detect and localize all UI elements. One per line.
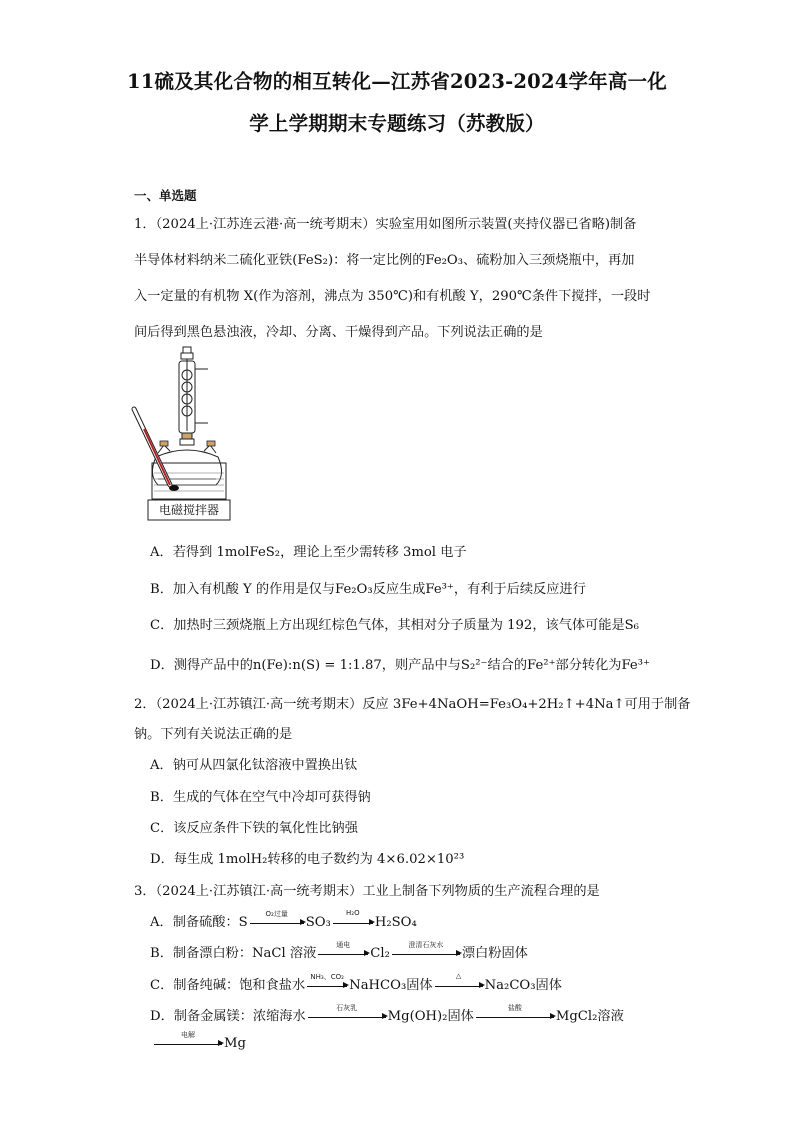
- q2-option-d: D．每生成 1molH₂转移的电子数约为 4×6.02×10²³: [150, 852, 465, 867]
- q3-d-arrow2-label: 盐酸: [507, 1004, 522, 1012]
- q3-c-arrow1-label: NH₃、CO₂: [310, 973, 344, 981]
- reaction-arrow: [392, 941, 460, 955]
- reaction-arrow: [308, 1004, 386, 1018]
- q2-stem-line2: 钠。下列有关说法正确的是: [134, 727, 293, 742]
- q3-b-prefix: B．制备漂白粉：NaCl 溶液: [150, 946, 317, 961]
- document-title-line1: 11硫及其化合物的相互转化—江苏省2023-2024学年高一化: [127, 70, 667, 93]
- q3-a-product1: SO₃: [305, 915, 331, 930]
- q3-b-product1: Cl₂: [370, 946, 390, 961]
- reaction-arrow: [307, 973, 347, 987]
- q3-d-product2: MgCl₂溶液: [555, 1009, 624, 1024]
- reaction-arrow: [318, 941, 368, 955]
- q2-option-c: C．该反应条件下铁的氧化性比钠强: [150, 821, 358, 836]
- q3-a-arrow2-label: H₂O: [346, 909, 360, 917]
- q3-d-prefix: D．制备金属镁：浓缩海水: [150, 1009, 306, 1024]
- q3-a-arrow1-label: O₂过量: [265, 910, 288, 918]
- reaction-arrow: [333, 909, 373, 924]
- q1-option-a: A．若得到 1molFeS₂，理论上至少需转移 3mol 电子: [150, 545, 467, 560]
- q1-stem-line3: 入一定量的有机物 X(作为溶剂，沸点为 350℃)和有机酸 Y，290℃条件下搅拌，一段时: [134, 289, 651, 304]
- q1-option-b: B．加入有机酸 Y 的作用是仅与Fe₂O₃反应生成Fe³⁺，有利于后续反应进行: [150, 582, 586, 597]
- q3-d-product1: Mg(OH)₂固体: [387, 1009, 474, 1024]
- q3-c-prefix: C．制备纯碱：饱和食盐水: [150, 978, 306, 993]
- reaction-arrow: [250, 910, 304, 924]
- q1-stem-line1: 1．（2024上·江苏连云港·高一统考期末）实验室用如图所示装置(夹持仪器已省略)制备: [134, 217, 637, 232]
- q3-a-prefix: A．制备硫酸：S: [150, 915, 248, 930]
- q2-option-b: B．生成的气体在空气中冷却可获得钠: [150, 790, 371, 805]
- q3-d-arrow1-label: 石灰乳: [336, 1004, 358, 1012]
- q3-c-arrow2-label: △: [455, 972, 462, 980]
- q3-option-d: [150, 1005, 624, 1024]
- q1-stem-line2: 半导体材料纳米二硫化亚铁(FeS₂)：将一定比例的Fe₂O₃、硫粉加入三颈烧瓶中，再加: [134, 253, 635, 268]
- stirrer-label: 电磁搅拌器: [158, 503, 220, 517]
- reaction-arrow: [435, 972, 483, 987]
- q2-stem-line1: 2．（2024上·江苏镇江·高一统考期末）反应 3Fe+4NaOH=Fe₃O₄+2H₂↑+4Na↑可用于制备: [134, 697, 691, 712]
- q1-option-c: C．加热时三颈烧瓶上方出现红棕色气体，其相对分子质量为 192，该气体可能是S₆: [150, 618, 639, 633]
- q3-d-product3: Mg: [224, 1036, 246, 1051]
- section-heading: 一、单选题: [134, 188, 197, 203]
- q1-stem-line4: 间后得到黑色悬浊液，冷却、分离、干燥得到产品。下列说法正确的是: [134, 325, 543, 340]
- q3-option-a: [150, 911, 417, 930]
- q3-option-b: [150, 942, 528, 961]
- q3-c-product1: NaHCO₃固体: [349, 978, 433, 993]
- q3-d-arrow3-label: 电解: [181, 1031, 195, 1039]
- q3-a-product2: H₂SO₄: [374, 915, 417, 930]
- document-title-line2: 学上学期期末专题练习（苏教版）: [249, 112, 545, 135]
- q3-b-arrow1-label: 通电: [336, 941, 351, 949]
- q2-option-a: A．钠可从四氯化钛溶液中置换出钛: [150, 758, 358, 773]
- q3-option-c: [150, 974, 562, 993]
- lab-apparatus-figure: [130, 345, 240, 527]
- q1-option-d: D．测得产品中的n(Fe):n(S) = 1:1.87，则产品中与S₂²⁻结合的Fe²⁺部分转化为Fe³⁺: [150, 658, 650, 673]
- q3-c-product2: Na₂CO₃固体: [484, 978, 562, 993]
- reaction-arrow: [476, 1004, 554, 1018]
- q3-option-d-continued: [152, 1031, 246, 1051]
- reaction-arrow: [154, 1031, 222, 1045]
- q3-b-product2: 漂白粉固体: [461, 946, 528, 961]
- q3-stem: 3．（2024上·江苏镇江·高一统考期末）工业上制备下列物质的生产流程合理的是: [134, 884, 600, 899]
- q3-b-arrow2-label: 澄清石灰水: [408, 941, 444, 949]
